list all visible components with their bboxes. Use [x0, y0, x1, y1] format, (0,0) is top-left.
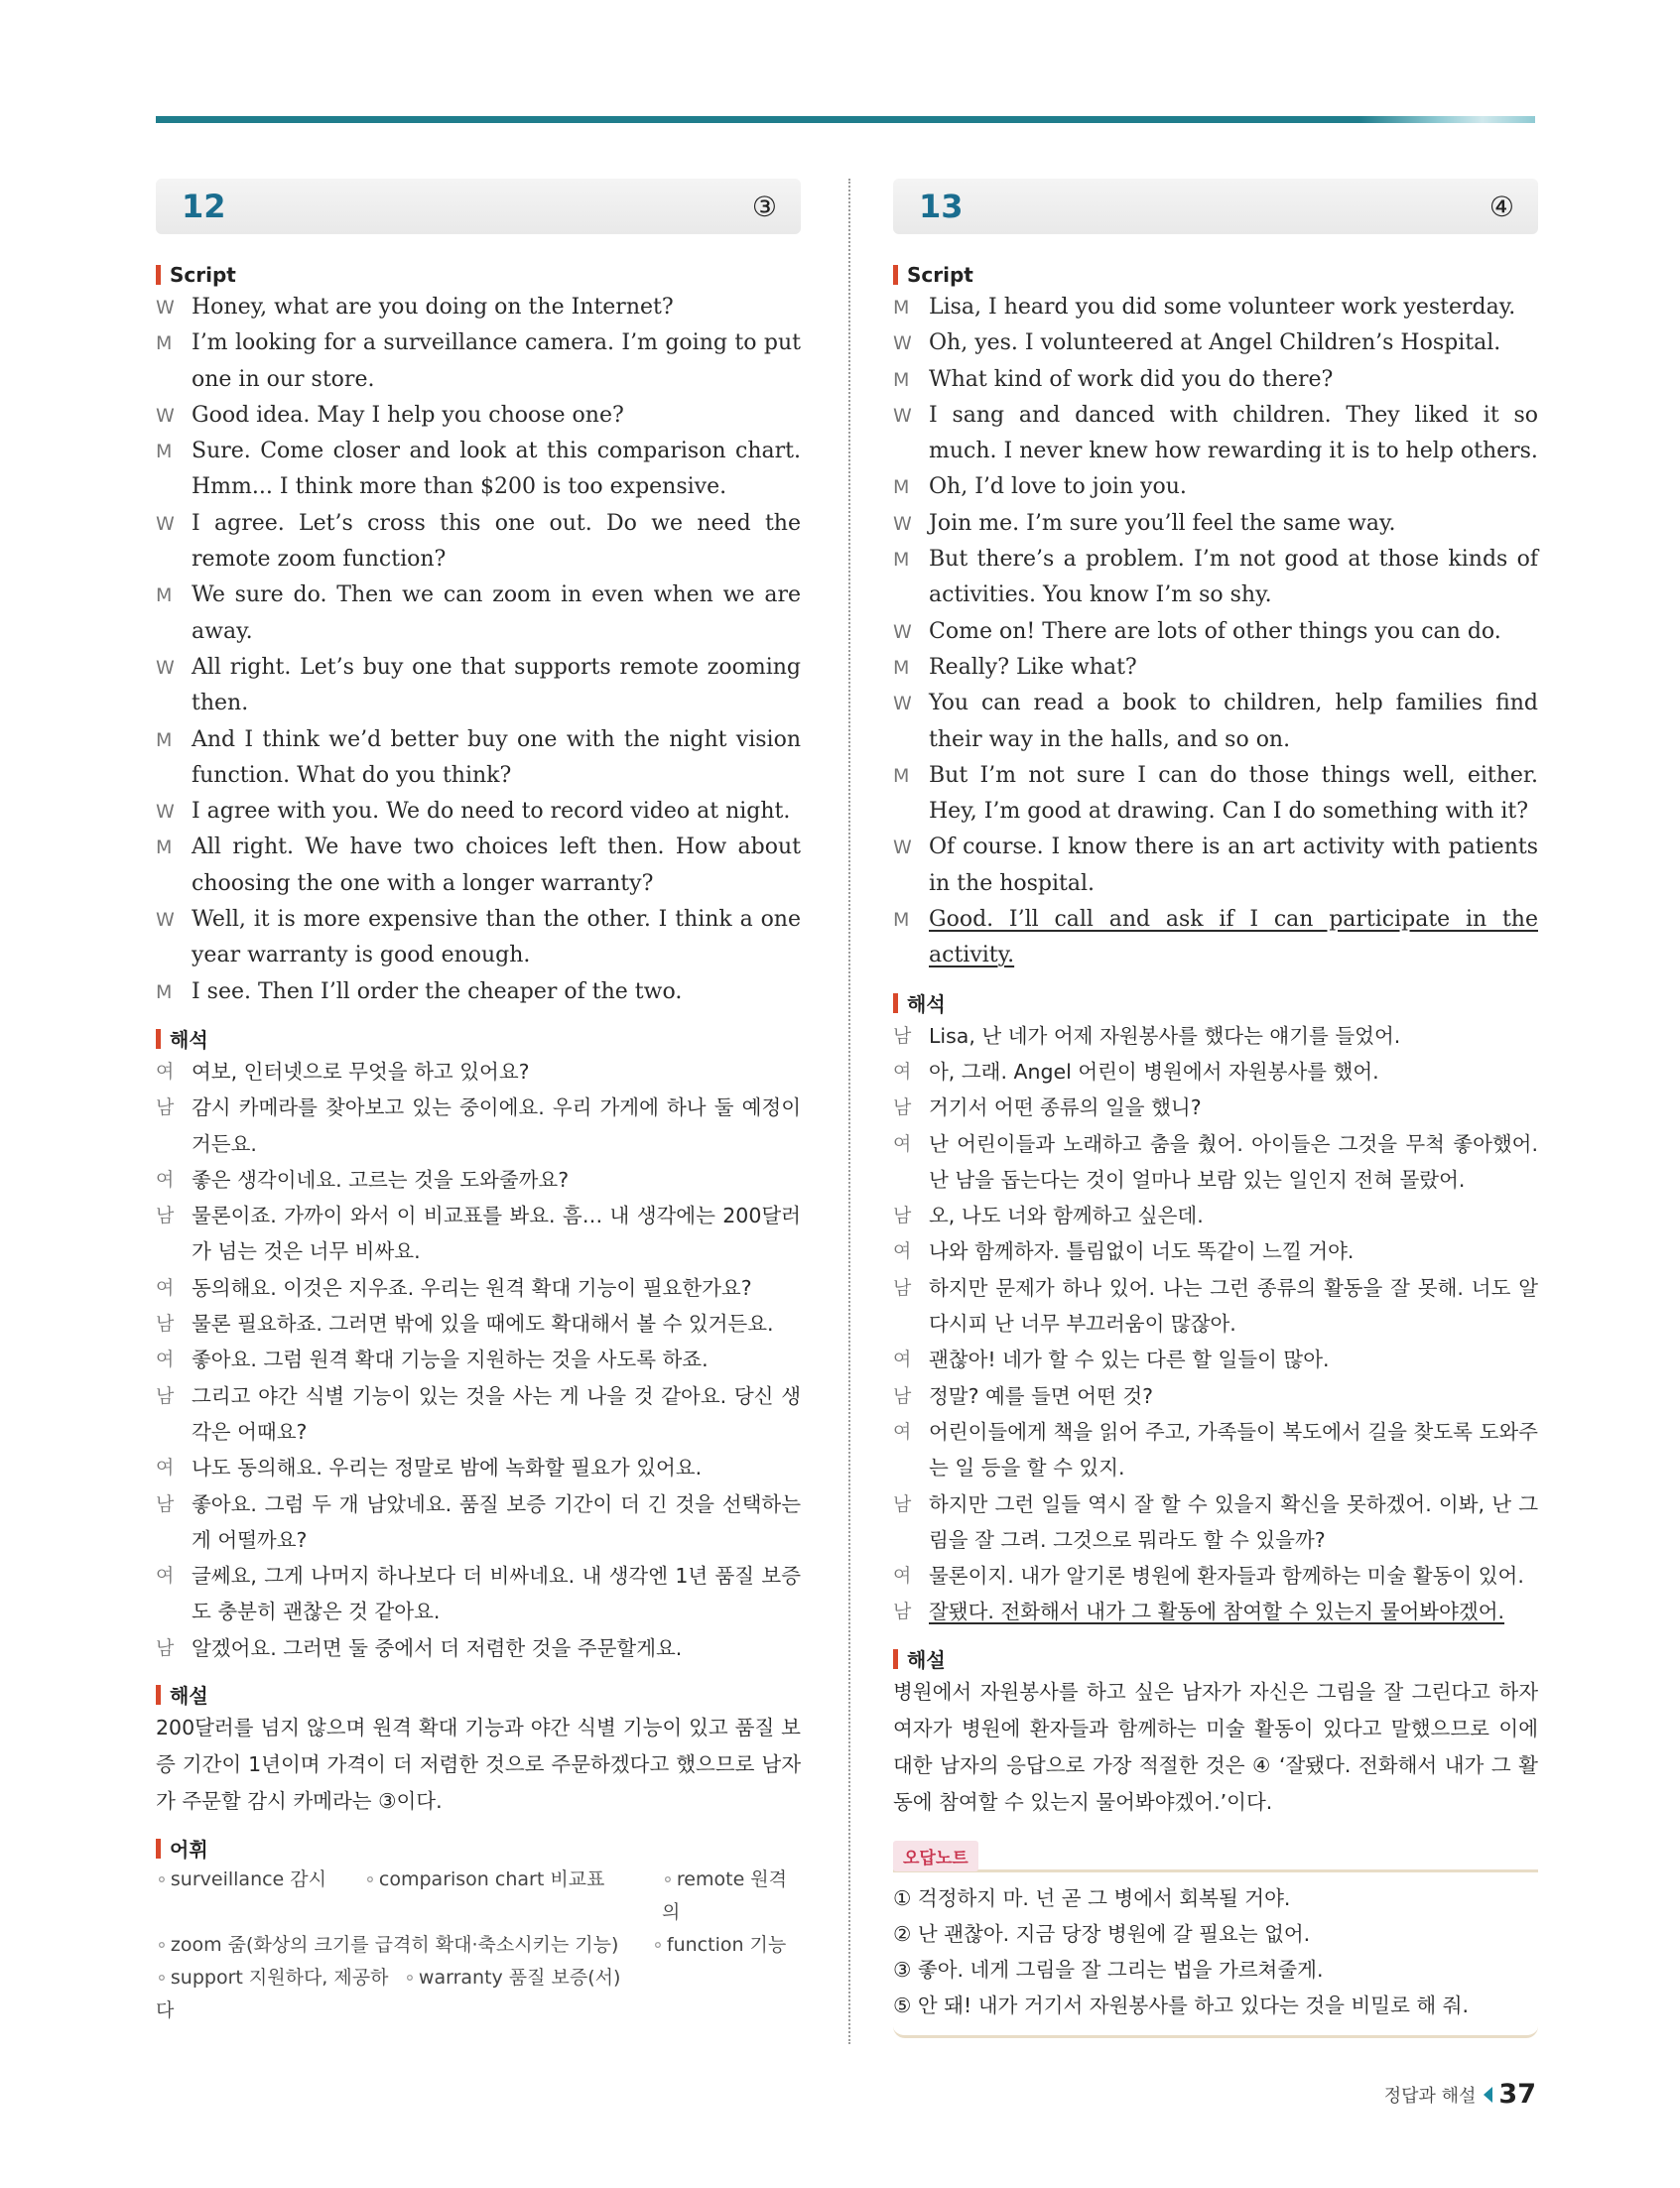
wrong-answer-item: ② 난 괜찮아. 지금 당장 병원에 갈 필요는 없어.: [893, 1921, 1311, 1946]
answer-mark: ④: [1488, 190, 1514, 223]
translation-line: 남 좋아요. 그럼 두 개 남았네요. 품질 보증 기간이 더 긴 것을 선택하는 게 어떨까요?: [156, 1491, 801, 1552]
page-number: 37: [1498, 2079, 1536, 2110]
translation-heading: 해석: [156, 1024, 801, 1054]
script-line: W Join me. I’m sure you’ll feel the same way.: [893, 510, 1396, 536]
translation-line: 남 그리고 야간 식별 기능이 있는 것을 사는 게 나을 것 같아요. 당신 생각은 어때요?: [156, 1383, 801, 1444]
vocab-item: ∘ surveillance 감시: [156, 1864, 364, 1929]
translation-line: 여 나도 동의해요. 우리는 정말로 밤에 녹화할 필요가 있어요.: [156, 1456, 703, 1480]
chevron-left-icon: [1484, 2087, 1492, 2103]
top-rule: [156, 116, 1535, 123]
vocab-item: ∘ comparison chart 비교표: [364, 1864, 662, 1929]
translation-line: 여 물론이지. 내가 알기론 병원에 환자들과 함께하는 미술 활동이 있어.: [893, 1564, 1524, 1589]
translation-line: 여 괜찮아! 네가 할 수 있는 다른 할 일들이 많아.: [893, 1348, 1330, 1372]
answer-mark: ③: [751, 190, 777, 223]
column-divider: [848, 179, 850, 2044]
script-line-answer: M Good. I’ll call and ask if I can participate in the activity.: [893, 907, 1538, 968]
translation-line: 여 동의해요. 이것은 지우죠. 우리는 원격 확대 기능이 필요한가요?: [156, 1275, 752, 1300]
script-line: M But there’s a problem. I’m not good at those kinds of activities. You know I’m so shy.: [893, 547, 1538, 608]
explanation-text: 200달러를 넘지 않으며 원격 확대 기능과 야간 식별 기능이 있고 품질 보증 기간이 1년이며 가격이 더 저렴한 것으로 주문하겠다고 했으므로 남자가 주문할 감시 카메라는 ③이다.: [156, 1715, 801, 1813]
script-line: W Oh, yes. I volunteered at Angel Children’s Hospital.: [893, 330, 1501, 356]
question-13-header: [893, 179, 1538, 234]
translation-line: 남 하지만 그런 일들 역시 잘 할 수 있을지 확신을 못하겠어. 이봐, 난 그림을 잘 그려. 그것으로 뭐라도 할 수 있을까?: [893, 1491, 1538, 1552]
script-line: M Lisa, I heard you did some volunteer work yesterday.: [893, 295, 1516, 320]
script-lines: [893, 290, 1538, 974]
script-line: M Sure. Come closer and look at this comparison chart. Hmm... I think more than $200 is too expensive.: [156, 439, 801, 500]
vocab-item: ∘ warranty 품질 보증(서): [404, 1962, 620, 2027]
vocab-item: ∘ function 기능: [652, 1929, 786, 1962]
vocab-item: ∘ support 지원하다, 제공하다: [156, 1962, 404, 2027]
translation-line: 여 어린이들에게 책을 읽어 주고, 가족들이 복도에서 길을 찾도록 도와주는 일 등을 할 수 있지.: [893, 1419, 1538, 1480]
translation-line: 남 감시 카메라를 찾아보고 있는 중이에요. 우리 가게에 하나 둘 예정이거든요.: [156, 1095, 801, 1156]
script-line: M What kind of work did you do there?: [893, 366, 1334, 392]
translation-line: 남 하지만 문제가 하나 있어. 나는 그런 종류의 활동을 잘 못해. 너도 알다시피 난 너무 부끄러움이 많잖아.: [893, 1275, 1538, 1337]
translation-heading: 해석: [893, 988, 1538, 1018]
script-line: W All right. Let’s buy one that supports remote zooming then.: [156, 654, 801, 716]
script-line: W I sang and danced with children. They liked it so much. I never knew how rewarding it is to help others.: [893, 402, 1538, 464]
question-12-header: [156, 179, 801, 234]
script-heading: Script: [156, 260, 801, 290]
explanation-text: 병원에서 자원봉사를 하고 싶은 남자가 자신은 그림을 잘 그린다고 하자 여자가 병원에 환자들과 함께하는 미술 활동이 있다고 말했으므로 이에 대한 남자의 응답으로 가장 적절한 것은 ④ ‘잘됐다. 전화해서 내가 그 활동에 참여할 수 있는지 물어봐야겠어.’이다.: [893, 1679, 1538, 1814]
script-line: W I agree with you. We do need to record video at night.: [156, 799, 791, 825]
translation-line: 여 좋아요. 그럼 원격 확대 기능을 지원하는 것을 사도록 하죠.: [156, 1348, 709, 1372]
script-line: M I see. Then I’ll order the cheaper of the two.: [156, 978, 683, 1004]
top-rule-accent: [1359, 116, 1535, 123]
question-number: 13: [919, 188, 964, 225]
wrong-answer-note-box: [893, 1869, 1538, 2038]
translation-line: 여 좋은 생각이네요. 고르는 것을 도와줄까요?: [156, 1167, 570, 1192]
translation-line-answer: 남 잘됐다. 전화해서 내가 그 활동에 참여할 수 있는지 물어봐야겠어.: [893, 1600, 1505, 1624]
translation-line: 여 나와 함께하자. 틀림없이 너도 똑같이 느낄 거야.: [893, 1239, 1355, 1264]
vocab-item: ∘ remote 원격의: [662, 1864, 801, 1929]
translation-line: 남 오, 나도 너와 함께하고 싶은데.: [893, 1204, 1204, 1228]
page-footer: [1384, 2079, 1536, 2110]
vocab-heading: 어휘: [156, 1834, 801, 1864]
script-line: W I agree. Let’s cross this one out. Do we need the remote zoom function?: [156, 510, 801, 573]
wrong-answer-note-tag: 오답노트: [893, 1841, 978, 1871]
translation-line: 남 정말? 예를 들면 어떤 것?: [893, 1383, 1154, 1408]
wrong-answer-item: ⑤ 안 돼! 내가 거기서 자원봉사를 하고 있다는 것을 비밀로 해 줘.: [893, 1993, 1470, 2017]
translation-line: 남 물론 필요하죠. 그러면 밖에 있을 때에도 확대해서 볼 수 있거든요.: [156, 1312, 774, 1337]
script-line: W Well, it is more expensive than the other. I think a one year warranty is good enough.: [156, 907, 801, 968]
script-line: W Of course. I know there is an art activity with patients in the hospital.: [893, 835, 1538, 896]
translation-lines: [156, 1054, 801, 1666]
translation-line: 남 물론이죠. 가까이 와서 이 비교표를 봐요. 흠… 내 생각에는 200달러가 넘는 것은 너무 비싸요.: [156, 1204, 801, 1264]
vocab-item: ∘ zoom 줌(화상의 크기를 급격히 확대·축소시키는 기능): [156, 1929, 652, 1962]
translation-lines: [893, 1018, 1538, 1630]
script-heading: Script: [893, 260, 1538, 290]
translation-line: 여 아, 그래. Angel 어린이 병원에서 자원봉사를 했어.: [893, 1059, 1379, 1084]
question-12-column: [156, 179, 801, 2027]
script-line: M And I think we’d better buy one with the night vision function. What do you think?: [156, 726, 801, 788]
question-number: 12: [182, 188, 226, 225]
script-line: W You can read a book to children, help families find their way in the halls, and so on.: [893, 691, 1538, 752]
script-line: M All right. We have two choices left then. How about choosing the one with a longer warranty?: [156, 835, 801, 896]
vocab-list: [156, 1864, 801, 2027]
script-lines: [156, 290, 801, 1010]
footer-label: 정답과 해설: [1383, 2085, 1477, 2107]
script-line: M We sure do. Then we can zoom in even when we are away.: [156, 582, 801, 644]
script-line: M Really? Like what?: [893, 654, 1137, 680]
script-line: M But I’m not sure I can do those things well, either. Hey, I’m good at drawing. Can I do something with it?: [893, 762, 1538, 825]
script-line: M Oh, I’d love to join you.: [893, 474, 1187, 500]
translation-line: 남 Lisa, 난 네가 어제 자원봉사를 했다는 얘기를 들었어.: [893, 1023, 1401, 1048]
translation-line: 여 글쎄요, 그게 나머지 하나보다 더 비싸네요. 내 생각엔 1년 품질 보증도 충분히 괜찮은 것 같아요.: [156, 1564, 801, 1624]
translation-line: 여 여보, 인터넷으로 무엇을 하고 있어요?: [156, 1059, 530, 1084]
explanation-heading: 해설: [893, 1644, 1538, 1674]
explanation-heading: 해설: [156, 1680, 801, 1710]
translation-line: 여 난 어린이들과 노래하고 춤을 췄어. 아이들은 그것을 무척 좋아했어. 난 남을 돕는다는 것이 얼마나 보람 있는 일인지 전혀 몰랐어.: [893, 1131, 1538, 1192]
wrong-answer-note: [893, 1841, 1538, 2038]
wrong-answer-item: ① 걱정하지 마. 넌 곧 그 병에서 회복될 거야.: [893, 1885, 1291, 1910]
script-line: M I’m looking for a surveillance camera. I’m going to put one in our store.: [156, 330, 801, 392]
question-13-column: [893, 179, 1538, 2038]
translation-line: 남 거기서 어떤 종류의 일을 했니?: [893, 1095, 1202, 1120]
script-line: W Honey, what are you doing on the Internet?: [156, 295, 674, 320]
script-line: W Come on! There are lots of other things you can do.: [893, 618, 1501, 644]
script-line: W Good idea. May I help you choose one?: [156, 402, 624, 428]
wrong-answer-item: ③ 좋아. 네게 그림을 잘 그리는 법을 가르쳐줄게.: [893, 1957, 1324, 1982]
translation-line: 남 알겠어요. 그러면 둘 중에서 더 저렴한 것을 주문할게요.: [156, 1635, 683, 1660]
